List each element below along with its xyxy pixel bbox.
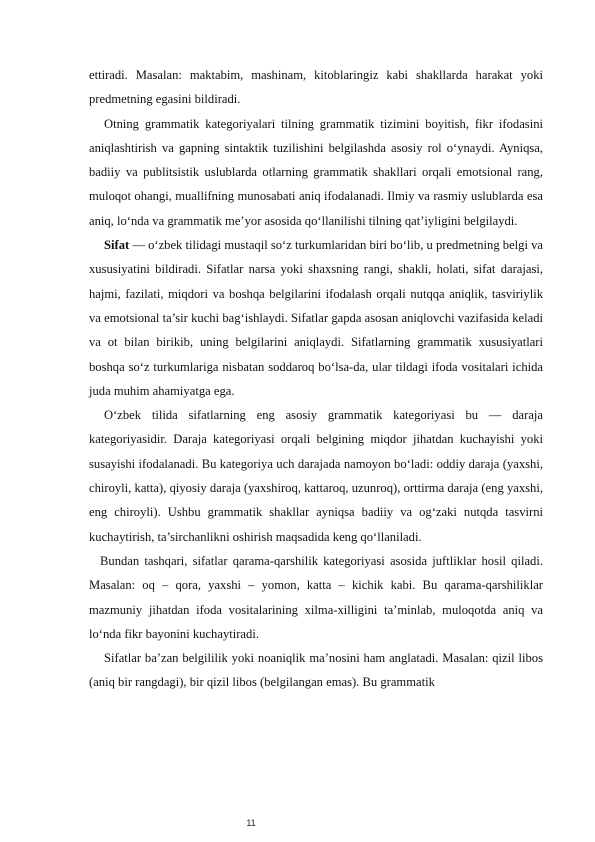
paragraph-noun-categories	[89, 112, 543, 233]
term-sifat: Sifat	[104, 238, 130, 253]
paragraph-definiteness	[89, 646, 543, 695]
paragraph-text: Sifatlar ba’zan belgililik yoki noaniqlik ma’nosini ham anglatadi. Masalan: qizil libos (aniq bir rangdagi), bir qizil libos (belgilangan emas). Bu grammatik	[89, 651, 543, 690]
paragraph-text: Otning grammatik kategoriyalari tilning grammatik tizimini boyitish, fikr ifodasini aniqlashtirish va gapning sintaktik tuzilishini belgilashda asosiy rol o‘ynaydi. Ayniqsa, badiiy va publitsistik uslublarda otlarning grammatik shakllari orqali emotsional rang, muloqot ohangi, muallifning munosabati aniq ifodalanadi. Ilmiy va rasmiy uslublarda esa aniq, lo‘nda va grammatik me’yor asosida qo‘llanilishi tilning qat’iyligini belgilaydi.	[89, 116, 543, 228]
paragraph-text: — o‘zbek tilidagi mustaqil so‘z turkumlaridan biri bo‘lib, u predmetning belgi va xususiyatini bildiradi. Sifatlar narsa yoki shaxsning rangi, shakli, holati, sifat darajasi, hajmi, fazilati, miqdori va boshqa belgilarini ifodalash orqali nutqqa aniqlik, tasviriylik va emotsional ta’sir kuchi bag‘ishlaydi. Sifatlar gapda asosan aniqlovchi vazifasida keladi va ot bilan birikib, uning belgilarini aniqlaydi. Sifatlarning grammatik xususiyatlari boshqa so‘z turkumlariga nisbatan soddaroq bo‘lsa-da, ular tildagi ifoda vositalari ichida juda muhim ahamiyatga ega.	[89, 238, 543, 398]
paragraph-text: ettiradi. Masalan: maktabim, mashinam, kitoblaringiz kabi shakllarda harakat yoki predmetning egasini bildiradi.	[89, 68, 543, 107]
paragraph-text: Bundan tashqari, sifatlar qarama-qarshilik kategoriyasi asosida juftliklar hosil qiladi. Masalan: oq – qora, yaxshi – yomon, katta – kichik kabi. Bu qarama-qarshiliklar mazmuniy jihatdan ifoda vositalarining xilma-xilligini ta’minlab, muloqotda aniq va lo‘nda fikr bayonini kuchaytiradi.	[89, 553, 543, 641]
page-number: 11	[246, 818, 256, 828]
paragraph-antonym-pairs	[89, 549, 543, 646]
paragraph-continuation	[89, 63, 543, 112]
paragraph-text: O‘zbek tilida sifatlarning eng asosiy grammatik kategoriyasi bu — daraja kategoriyasidir. Daraja kategoriyasi orqali belgining miqdor jihatdan kuchayishi yoki susayishi ifodalanadi. Bu kategoriya uch darajada namoyon bo‘ladi: oddiy daraja (yaxshi, chiroyli, katta), qiyosiy daraja (yaxshiroq, kattaroq, uzunroq), orttirma daraja (eng yaxshi, eng chiroyli). Ushbu grammatik shakllar ayniqsa badiiy va og‘zaki nutqda tasvirni kuchaytirish, ta’sirchanlikni oshirish maqsadida keng qo‘llaniladi.	[89, 408, 543, 544]
document-body	[89, 63, 543, 695]
paragraph-adjective-definition	[89, 233, 543, 403]
paragraph-degree-category	[89, 403, 543, 549]
